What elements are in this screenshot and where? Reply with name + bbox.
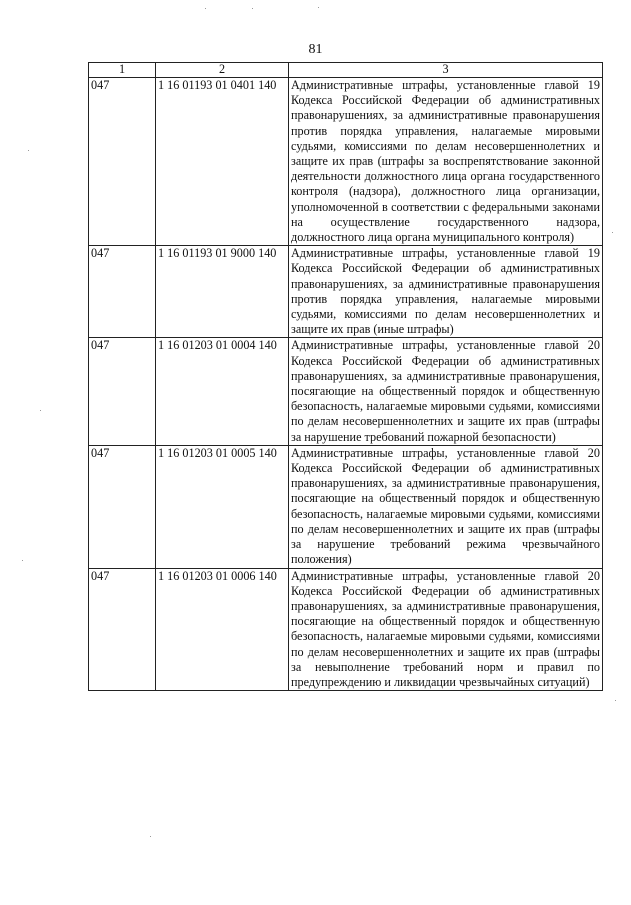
kbk-code-cell: 1 16 01203 01 0005 140 [156, 445, 289, 568]
scan-speckle [40, 410, 41, 411]
scan-speckle [205, 8, 206, 9]
admin-code-cell: 047 [89, 338, 156, 445]
description-cell: Административные штрафы, установленные главой 20 Кодекса Российской Федерации об административных правонарушениях, за административные правонарушения, посягающие на общественный порядок и общественную безопасность, налагаемые мировыми судьями, комиссиями по делам несовершеннолетних и защите их прав (штрафы за нарушение требований пожарной безопасности) [289, 338, 603, 445]
description-cell: Административные штрафы, установленные главой 20 Кодекса Российской Федерации об административных правонарушениях, за административные правонарушения, посягающие на общественный порядок и общественную безопасность, налагаемые мировыми судьями, комиссиями по делам несовершеннолетних и защите их прав (штрафы за невыполнение требований норм и правил по предупреждению и ликвидации чрезвычайных ситуаций) [289, 568, 603, 691]
scan-speckle [615, 700, 616, 701]
scan-speckle [22, 560, 23, 561]
scan-speckle [318, 7, 319, 8]
scan-speckle [28, 150, 29, 151]
admin-code-cell: 047 [89, 445, 156, 568]
kbk-code-cell: 1 16 01203 01 0006 140 [156, 568, 289, 691]
table-row [89, 78, 603, 246]
scan-speckle [150, 836, 151, 837]
table-row [89, 246, 603, 338]
admin-code-cell: 047 [89, 78, 156, 246]
scan-speckle [612, 232, 613, 233]
description-cell: Административные штрафы, установленные главой 19 Кодекса Российской Федерации об административных правонарушениях, за административные правонарушения против порядка управления, налагаемые мировыми судьями, комиссиями по делам несовершеннолетних и защите их прав (штрафы за воспрепятствование законной деятельности должностного лица органа государственного контроля (надзора), должностного лица организации, уполномоченной в соответствии с федеральными законами на осуществление государственного надзора, должностного лица органа муниципального контроля) [289, 78, 603, 246]
kbk-code-cell: 1 16 01193 01 9000 140 [156, 246, 289, 338]
description-cell: Административные штрафы, установленные главой 20 Кодекса Российской Федерации об административных правонарушениях, за административные правонарушения, посягающие на общественный порядок и общественную безопасность, налагаемые мировыми судьями, комиссиями по делам несовершеннолетних и защите их прав (штрафы за нарушение требований режима чрезвычайного положения) [289, 445, 603, 568]
scan-speckle [252, 8, 253, 9]
description-cell: Административные штрафы, установленные главой 19 Кодекса Российской Федерации об административных правонарушениях, за административные правонарушения против порядка управления, налагаемые мировыми судьями, комиссиями по делам несовершеннолетних и защите их прав (иные штрафы) [289, 246, 603, 338]
table-row [89, 445, 603, 568]
kbk-code-cell: 1 16 01203 01 0004 140 [156, 338, 289, 445]
column-header-2: 2 [156, 63, 289, 78]
kbk-code-cell: 1 16 01193 01 0401 140 [156, 78, 289, 246]
admin-code-cell: 047 [89, 568, 156, 691]
table-header-row [89, 63, 603, 78]
admin-code-cell: 047 [89, 246, 156, 338]
column-header-1: 1 [89, 63, 156, 78]
budget-codes-table [88, 62, 603, 691]
table-row [89, 338, 603, 445]
column-header-3: 3 [289, 63, 603, 78]
page-number: 81 [308, 42, 323, 57]
table-row [89, 568, 603, 691]
